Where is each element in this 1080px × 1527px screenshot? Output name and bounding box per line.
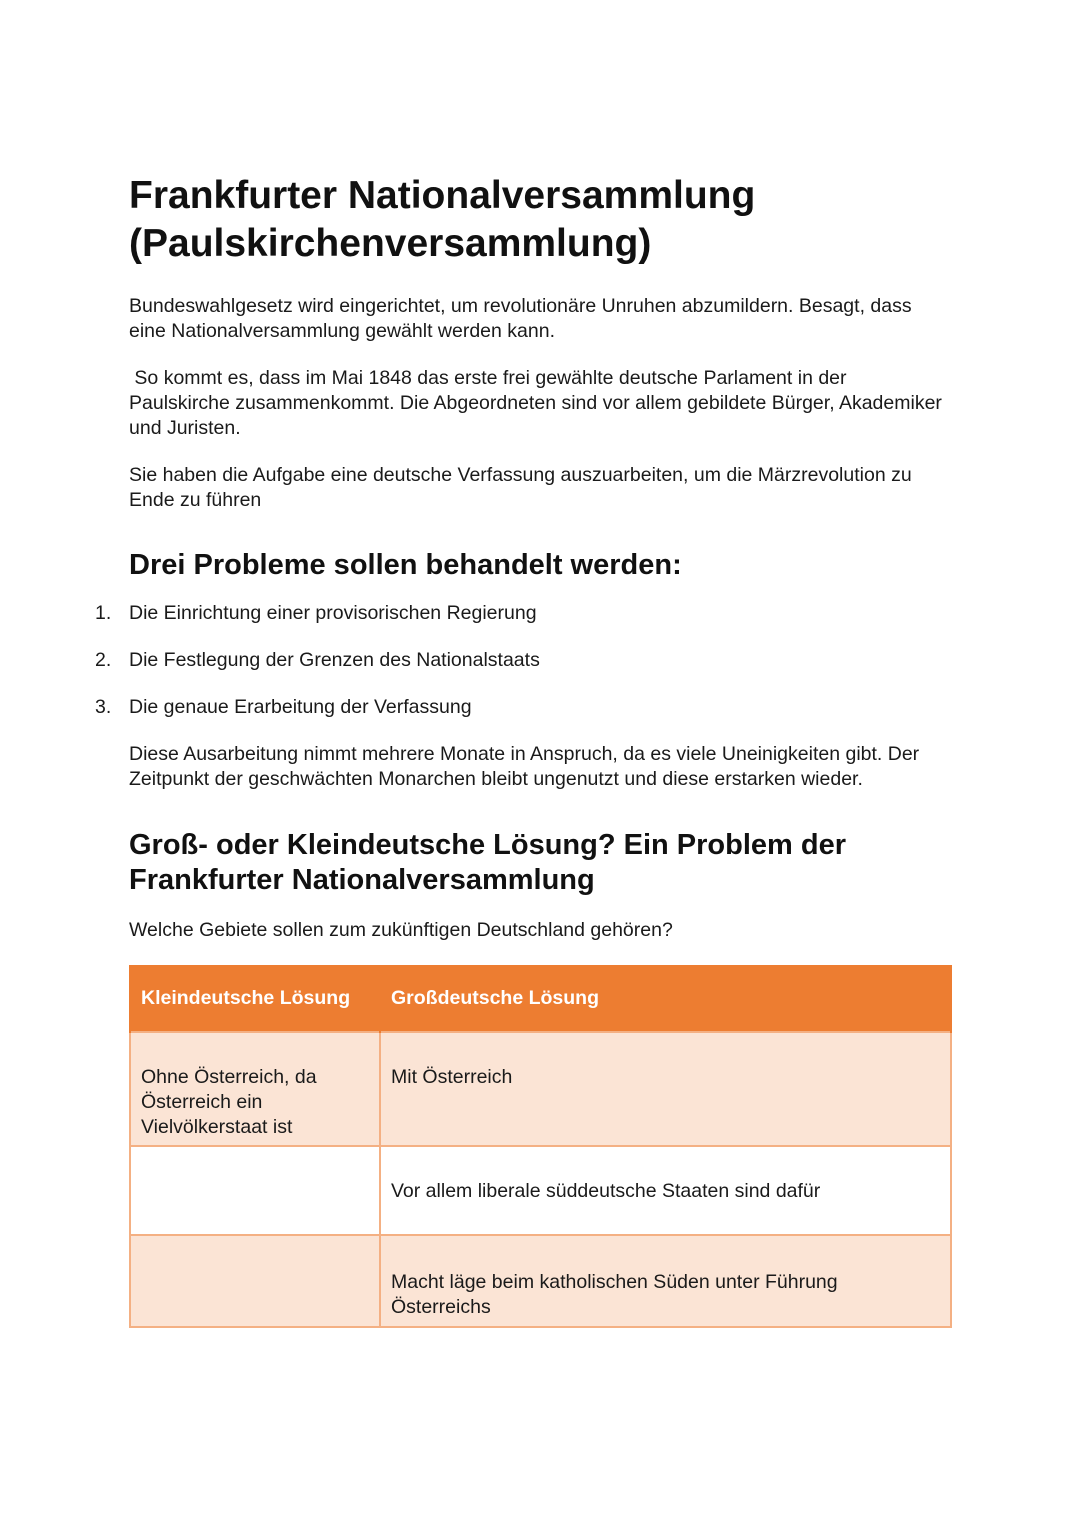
list-item — [95, 695, 952, 720]
table-cell — [130, 1235, 380, 1327]
comparison-table — [129, 965, 952, 1328]
list-number: 1. — [95, 602, 112, 624]
list-text: Die Festlegung der Grenzen des Nationalstaats — [129, 649, 540, 671]
table-cell: Ohne Österreich, da Österreich ein Vielvölkerstaat ist — [130, 1032, 380, 1146]
paragraph-aufgabe: Sie haben die Aufgabe eine deutsche Verfassung auszuarbeiten, um die Märzrevolution zu Ende zu führen — [129, 464, 912, 511]
section-heading-loesung-line1: Groß- oder Kleindeutsche Lösung? Ein Problem der — [129, 829, 847, 861]
table-header-grossdeutsch: Großdeutsche Lösung — [380, 965, 951, 1032]
paragraph-gebiete-frage: Welche Gebiete sollen zum zukünftigen Deutschland gehören? — [129, 919, 673, 941]
page-title-line1: Frankfurter Nationalversammlung — [129, 174, 756, 217]
table-cell: Macht läge beim katholischen Süden unter Führung Österreichs — [380, 1235, 951, 1327]
section-heading-loesung-line2: Frankfurter Nationalversammlung — [129, 864, 595, 896]
list-item — [95, 601, 952, 626]
list-number: 3. — [95, 696, 112, 718]
table-row — [130, 1235, 951, 1327]
table-cell: Mit Österreich — [380, 1032, 951, 1146]
list-item — [95, 648, 952, 673]
section-heading-loesung — [129, 828, 952, 898]
table-header-kleindeutsch: Kleindeutsche Lösung — [130, 965, 380, 1032]
list-text: Die genaue Erarbeitung der Verfassung — [129, 696, 472, 718]
list-number: 2. — [95, 649, 112, 671]
table-header-row — [130, 965, 951, 1032]
table-row — [130, 1146, 951, 1235]
table-cell: Vor allem liberale süddeutsche Staaten sind dafür — [380, 1146, 951, 1235]
page-title — [129, 172, 952, 268]
section-heading-probleme: Drei Probleme sollen behandelt werden: — [129, 549, 682, 581]
paragraph-bundeswahlgesetz: Bundeswahlgesetz wird eingerichtet, um revolutionäre Unruhen abzumildern. Besagt, dass eine Nationalversammlung gewählt werden kann. — [129, 295, 912, 342]
table-cell — [130, 1146, 380, 1235]
paragraph-paulskirche: So kommt es, dass im Mai 1848 das erste frei gewählte deutsche Parlament in der Paulskirche zusammenkommt. Die Abgeordneten sind vor allem gebildete Bürger, Akademiker und Juristen. — [129, 367, 948, 439]
problem-list — [95, 601, 952, 720]
table-row — [130, 1032, 951, 1146]
list-text: Die Einrichtung einer provisorischen Regierung — [129, 602, 537, 624]
paragraph-ausarbeitung: Diese Ausarbeitung nimmt mehrere Monate in Anspruch, da es viele Uneinigkeiten gibt. Der Zeitpunkt der geschwächten Monarchen bleibt ungenutzt und diese erstarken wieder. — [129, 743, 920, 790]
page-title-line2: (Paulskirchenversammlung) — [129, 222, 652, 265]
document-page — [95, 172, 952, 1328]
